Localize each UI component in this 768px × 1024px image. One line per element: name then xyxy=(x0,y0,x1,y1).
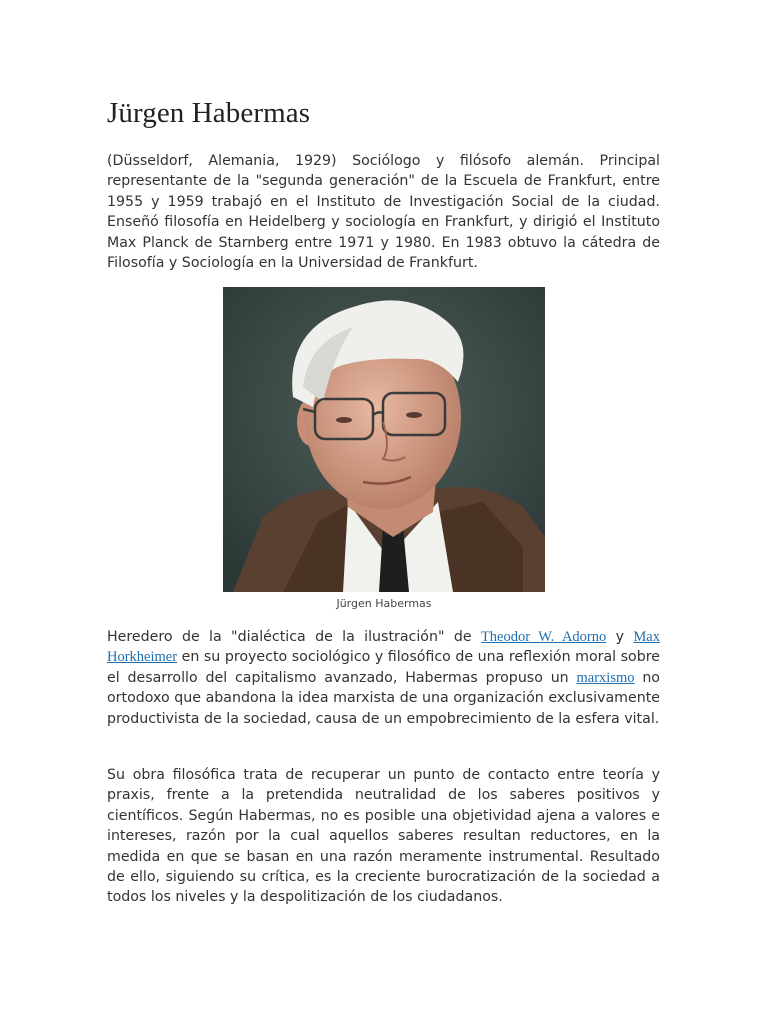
paragraph-text: en su proyecto sociológico y filosófico de una reflexión moral sobre el desarrollo del capitalismo avanzado, Habermas propuso un xyxy=(107,649,660,686)
paragraph-text: y xyxy=(606,629,634,645)
intro-paragraph: (Düsseldorf, Alemania, 1929) Sociólogo y filósofo alemán. Principal representante de la "segunda generación" de la Escuela de Frankfurt, entre 1955 y 1959 trabajó en el Instituto de Investigación Social de la ciudad. Enseñó filosofía en Heidelberg y sociología en Frankfurt, y dirigió el Instituto Max Planck de Starnberg entre 1971 y 1980. En 1983 obtuvo la cátedra de Filosofía y Sociología en la Universidad de Frankfurt. xyxy=(107,153,660,272)
paragraph-text: no ortodoxo que abandona la idea marxista de una organización exclusivamente productivista de la sociedad, causa de un empobrecimiento de la esfera vital. xyxy=(107,669,660,727)
page-title: Jürgen Habermas xyxy=(107,97,311,129)
portrait-photo xyxy=(223,287,545,592)
link-max-horkheimer[interactable]: Max Horkheimer xyxy=(107,629,660,666)
heritage-paragraph xyxy=(107,627,660,729)
portrait-illustration xyxy=(223,287,545,592)
link-theodor-adorno[interactable]: Theodor W. Adorno xyxy=(480,629,607,645)
figure-caption: Jürgen Habermas xyxy=(336,597,432,610)
link-marxismo[interactable]: marxismo xyxy=(576,669,635,686)
philosophy-paragraph: Su obra filosófica trata de recuperar un punto de contacto entre teoría y praxis, frente a la pretendida neutralidad de los saberes positivos y científicos. Según Habermas, no es posible una objetividad ajena a valores e intereses, razón por la cual aquellos saberes resultan reductores, en la medida en que se basan en una razón meramente instrumental. Resultado de ello, siguiendo su crítica, es la creciente burocratización de la sociedad a todos los niveles y la despolitización de los ciudadanos. xyxy=(107,767,660,906)
paragraph-text: Heredero de la "dialéctica de la ilustración" de xyxy=(107,629,481,645)
